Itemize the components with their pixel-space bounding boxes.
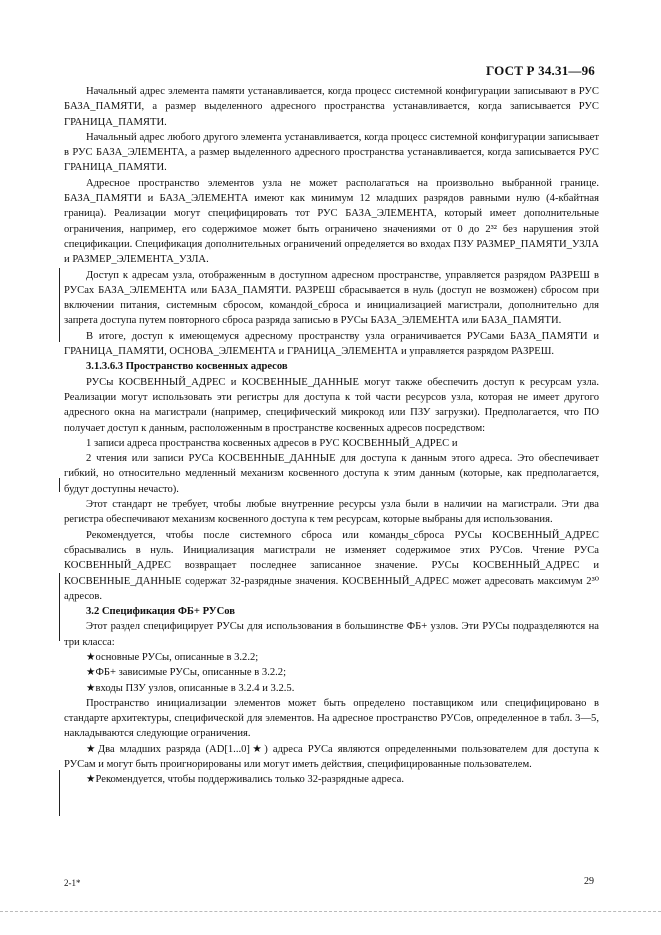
standard-code-header: ГОСТ Р 34.31—96 bbox=[486, 63, 595, 78]
paragraph: ★Два младших разряда (AD[1...0]★) адреса РУСа являются определенными пользователем для доступа к РУСам и могут быть проигнорированы или могут иметь действия, специфицированные пользователем. bbox=[64, 743, 599, 771]
revision-margin-bar bbox=[59, 268, 60, 342]
section-heading: 3.2 Спецификация ФБ+ РУСов bbox=[86, 606, 235, 618]
paragraph: Пространство инициализации элементов может быть определено поставщиком или специфицировано в стандарте архитектуры, специфической для элементов. На адресное пространство РУСов, определенное в табл. 3—5, накладываются следующие ограничения. bbox=[64, 697, 599, 740]
revision-margin-bar bbox=[59, 573, 60, 641]
list-item: ★входы ПЗУ узлов, описанные в 3.2.4 и 3.2.5. bbox=[86, 682, 295, 694]
paragraph: Этот раздел специфицирует РУСы для использования в большинстве ФБ+ узлов. Эти РУСы подразделяются на три класса: bbox=[64, 621, 599, 648]
document-body bbox=[64, 84, 599, 788]
revision-margin-bar bbox=[59, 478, 60, 492]
paragraph: Рекомендуется, чтобы после системного сброса или команды_сброса РУСы КОСВЕННЫЙ_АДРЕС сбрасывались в нуль. Инициализация магистрали не изменяет содержимое этих РУСов. Чтение РУСа КОСВЕННЫЙ_АДРЕС возвращает последнее записанное значение. РУСы КОСВЕННЫЙ_АДРЕС и КОСВЕННЫЕ_ДАННЫЕ содержат 32-разрядные значения. КОСВЕННЫЙ_АДРЕС может адресовать максимум 2³⁰ адресов. bbox=[64, 529, 599, 602]
paragraph: Этот стандарт не требует, чтобы любые внутренние ресурсы узла были в наличии на магистрали. Эти два регистра обеспечивают механизм косвенного доступа к тем ресурсам, которые выбраны для использования. bbox=[64, 499, 599, 526]
paragraph: ★Рекомендуется, чтобы поддерживались только 32-разрядные адреса. bbox=[86, 774, 404, 786]
paragraph: Адресное пространство элементов узла не может располагаться на произвольно выбранной границе. БАЗА_ПАМЯТИ и БАЗА_ЭЛЕМЕНТА имеют как минимум 12 младших разрядов равными нулю (4-кбайтная граница). Реализации могут специфицировать тот РУС БАЗА_ЭЛЕМЕНТА, который имеет дополнительные ограничения, например, его содержимое может быть ограничено значениями от 0 до 2³² без нарушения этой спецификации. Спецификация дополнительных ограничений определяется во входах ПЗУ РАЗМЕР_ПАМЯТИ_УЗЛА и РАЗМЕР_ЭЛЕМЕНТА_УЗЛА. bbox=[64, 177, 599, 266]
revision-margin-bar bbox=[59, 770, 60, 816]
paragraph: В итоге, доступ к имеющемуся адресному пространству узла ограничивается РУСами БАЗА_ПАМЯТИ и ГРАНИЦА_ПАМЯТИ, ОСНОВА_ЭЛЕМЕНТА и ГРАНИЦА_ЭЛЕМЕНТА и управляется разрядом РАЗРЕШ. bbox=[64, 330, 599, 358]
page-edge-line bbox=[0, 911, 661, 913]
sheet-marker: 2-1* bbox=[64, 878, 81, 888]
paragraph: 1 записи адреса пространства косвенных адресов в РУС КОСВЕННЫЙ_АДРЕС и bbox=[86, 437, 458, 449]
section-heading: 3.1.3.6.3 Пространство косвенных адресов bbox=[86, 361, 288, 373]
paragraph: Доступ к адресам узла, отображенным в доступном адресном пространстве, управляется разрядом РАЗРЕШ в РУСах БАЗА_ЭЛЕМЕНТА или БАЗА_ПАМЯТИ. РАЗРЕШ сбрасывается в нуль (доступ не возможен) сбросом при включении питания, системным сбросом, командой_сброса и инициализацией магистрали, дополнительно для запрета доступа путем повторного сброса разряда записью в РУСы БАЗА_ЭЛЕМЕНТА или БАЗА_ПАМЯТИ. bbox=[64, 269, 599, 327]
paragraph: РУСы КОСВЕННЫЙ_АДРЕС и КОСВЕННЫЕ_ДАННЫЕ могут также обеспечить доступ к ресурсам узла. Реализации могут использовать эти регистры для доступа к той части ресурсов узла, которая не имеет другого адресного окна на магистрали (например, специфический микрокод или ПЗУ загрузки). Предполагается, что ПО получает доступ к данным, расположенным в пространстве косвенных адресов посредством: bbox=[64, 376, 599, 434]
list-item: ★ФБ+ зависимые РУСы, описанные в 3.2.2; bbox=[86, 667, 287, 679]
list-item: ★основные РУСы, описанные в 3.2.2; bbox=[86, 651, 259, 663]
paragraph: Начальный адрес элемента памяти устанавливается, когда процесс системной конфигурации записывают в РУС БАЗА_ПАМЯТИ, а размер выделенного адресного пространства устанавливается, когда записывается РУС ГРАНИЦА_ПАМЯТИ. bbox=[64, 86, 599, 128]
page-number: 29 bbox=[584, 876, 594, 887]
paragraph: Начальный адрес любого другого элемента устанавливается, когда процесс системной конфигурации записывает в РУС БАЗА_ЭЛЕМЕНТА, а размер выделенного адресного пространства устанавливается, когда записывается РУС ГРАНИЦА_ПАМЯТИ. bbox=[64, 131, 599, 174]
paragraph: 2 чтения или записи РУСа КОСВЕННЫЕ_ДАННЫЕ для доступа к данным этого адреса. Это обеспечивает гибкий, но относительно медленный механизм косвенного доступа к этим данным (которые, как предполагается, будут доступны нечасто). bbox=[64, 453, 599, 495]
